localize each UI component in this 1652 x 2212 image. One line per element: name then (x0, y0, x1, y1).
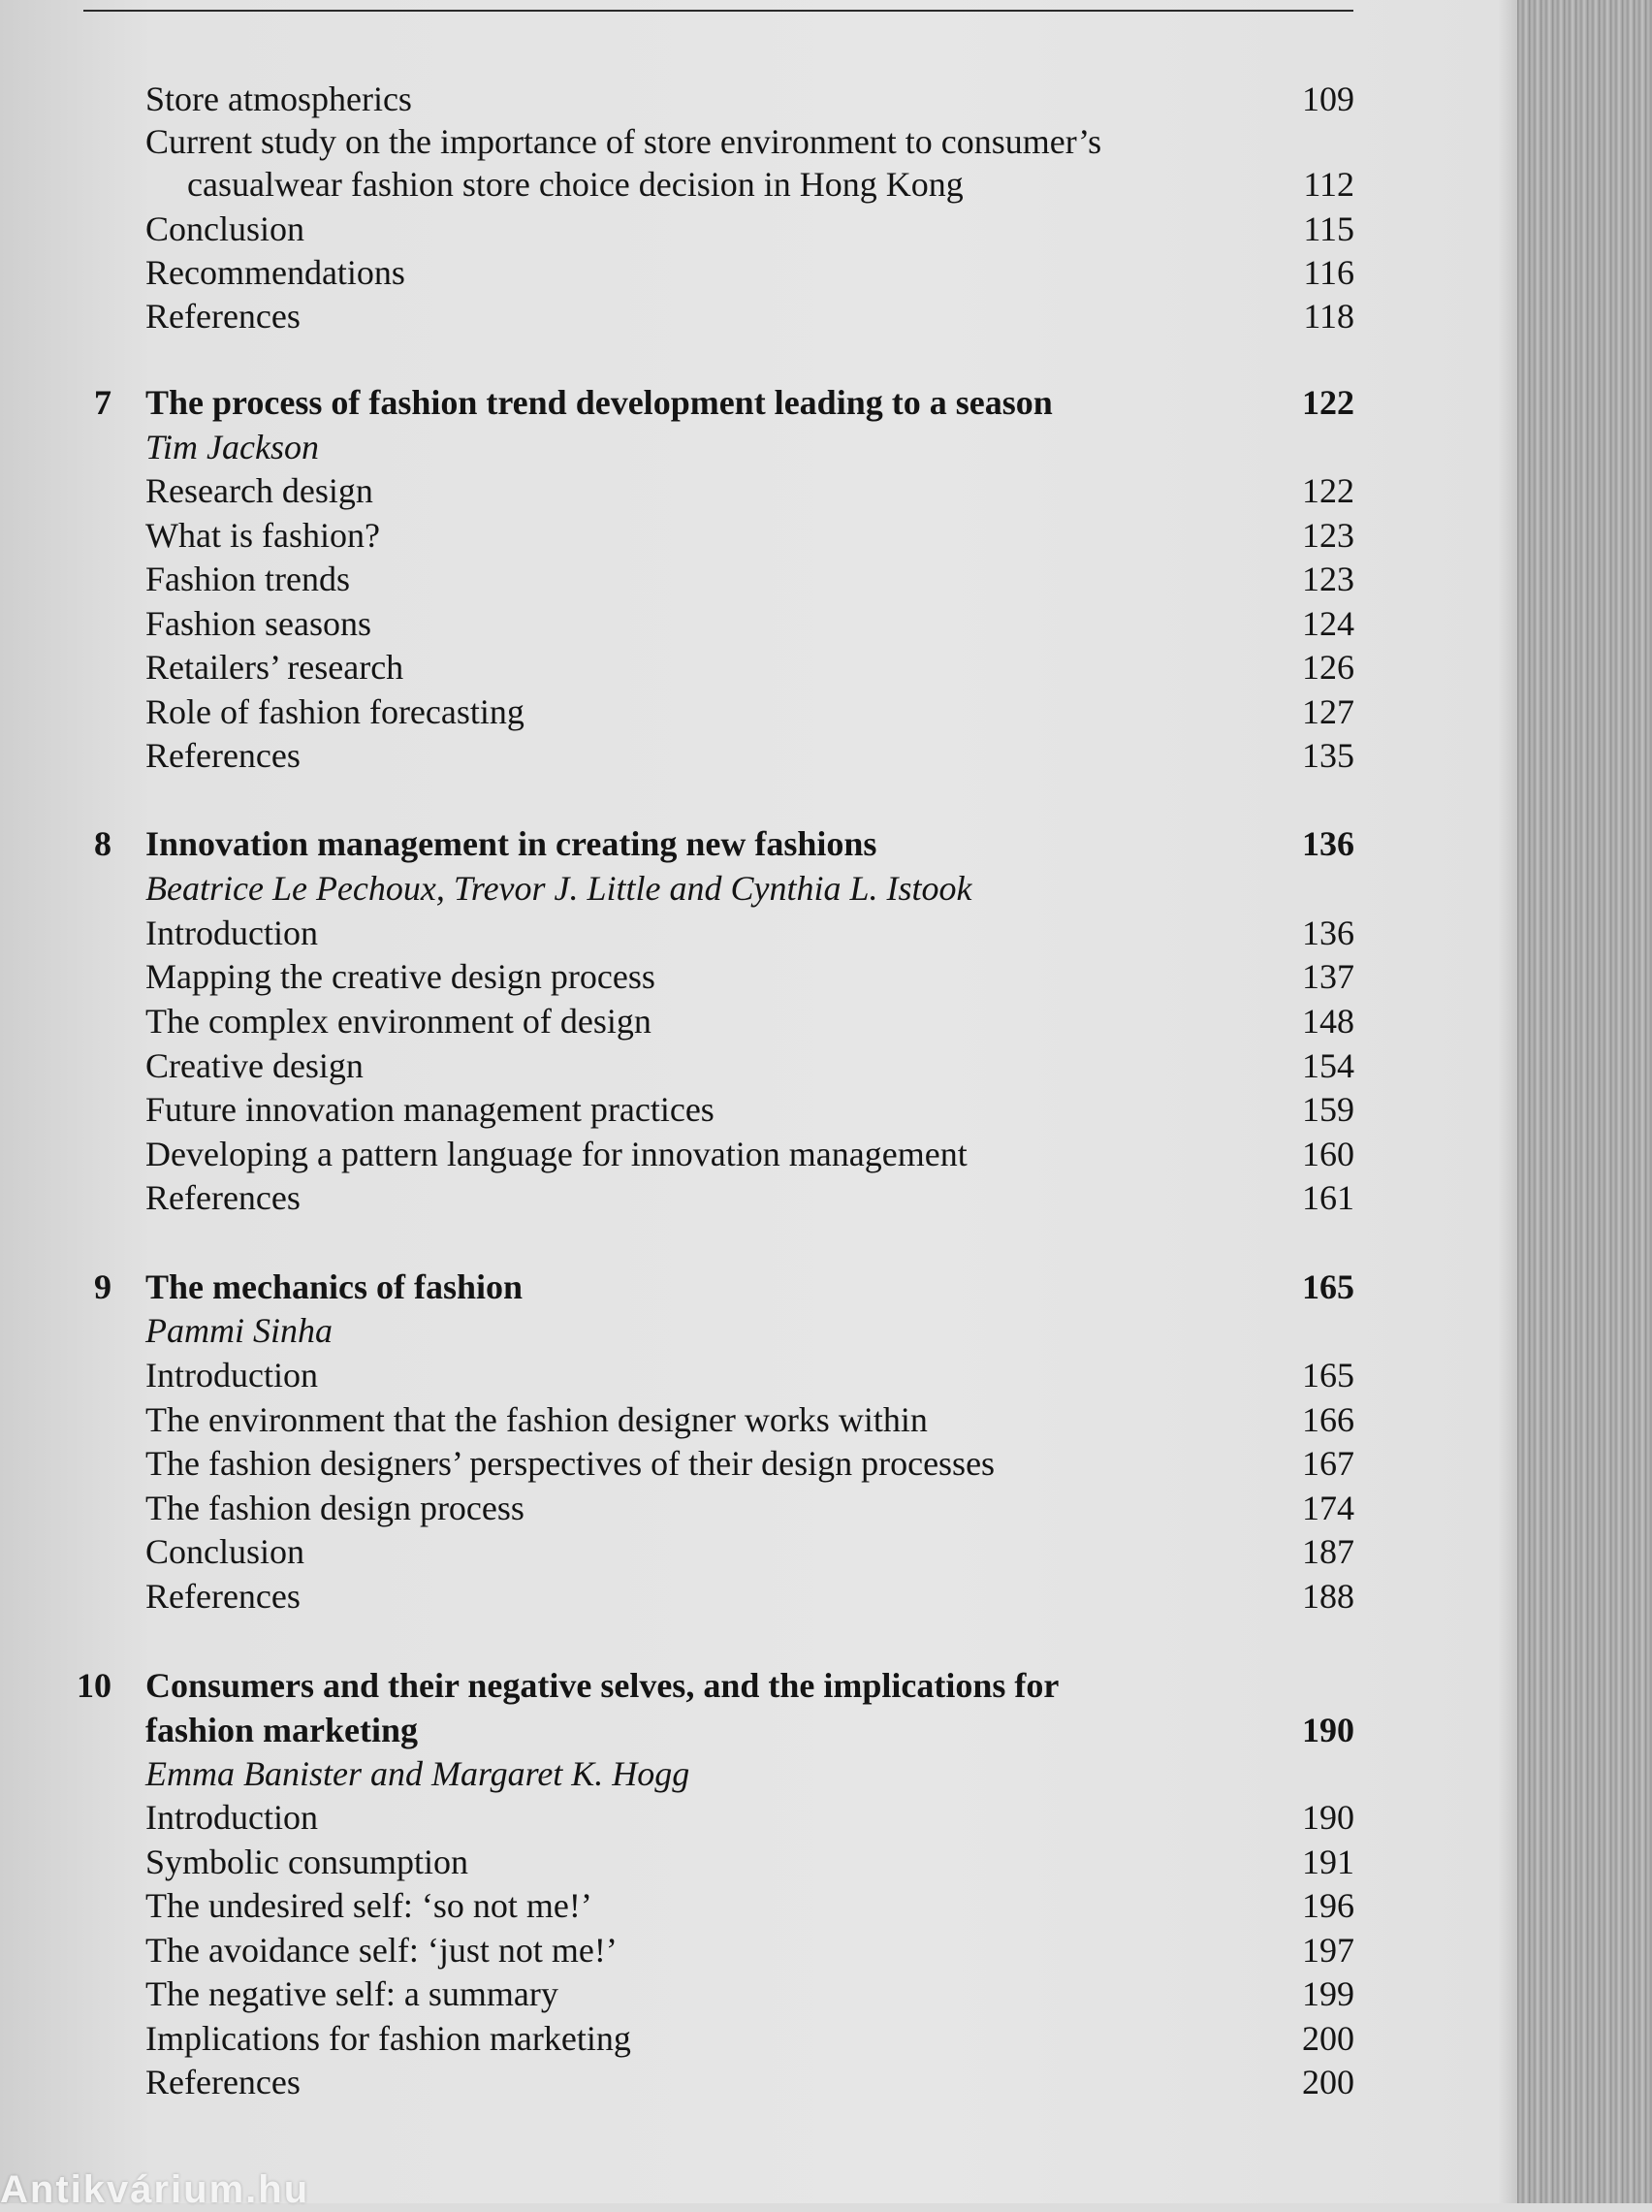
chapter-heading (0, 1266, 1517, 1308)
toc-entry (0, 1972, 1517, 2015)
toc-entry (0, 208, 1517, 250)
entry-title: Developing a pattern language for innovation management (145, 1135, 968, 1173)
toc-entry (0, 514, 1517, 557)
entry-page: 135 (1302, 736, 1354, 775)
entry-page: 187 (1302, 1532, 1354, 1571)
entry-page: 159 (1302, 1090, 1354, 1129)
toc-entry (0, 78, 1517, 120)
chapter-author (0, 867, 1517, 910)
entry-page: 154 (1302, 1046, 1354, 1085)
entry-title: The avoidance self: ‘just not me!’ (145, 1931, 618, 1970)
toc-entry (0, 1442, 1517, 1485)
chapter-number: 9 (94, 1267, 111, 1306)
entry-title: Store atmospherics (145, 80, 412, 118)
entry-page: 196 (1302, 1886, 1354, 1925)
entry-title: References (145, 2063, 301, 2101)
entry-title: References (145, 297, 301, 336)
entry-page: 148 (1302, 1002, 1354, 1041)
entry-title: References (145, 1178, 301, 1217)
entry-page: 109 (1302, 80, 1354, 118)
entry-title: Introduction (145, 1798, 318, 1837)
toc-entry (0, 469, 1517, 512)
chapter-title: Innovation management in creating new fashions (145, 824, 877, 863)
entry-page: 116 (1303, 253, 1354, 292)
entry-page: 167 (1302, 1444, 1354, 1483)
entry-page: 136 (1302, 914, 1354, 952)
toc-entry (0, 1176, 1517, 1219)
entry-title: References (145, 1577, 301, 1616)
entry-title: Mapping the creative design process (145, 957, 655, 996)
entry-page: 190 (1302, 1798, 1354, 1837)
chapter-page: 136 (1302, 824, 1354, 863)
entry-title: Retailers’ research (145, 648, 404, 687)
toc-entry (0, 955, 1517, 998)
entry-page: 123 (1302, 560, 1354, 598)
entry-title: Role of fashion forecasting (145, 692, 524, 731)
toc-entry (0, 251, 1517, 294)
entry-title: Recommendations (145, 253, 405, 292)
toc-entry (0, 1000, 1517, 1042)
entry-page: 118 (1303, 297, 1354, 336)
entry-title: The undesired self: ‘so not me!’ (145, 1886, 592, 1925)
book-page-edges (1517, 0, 1652, 2203)
entry-title: Conclusion (145, 209, 305, 248)
entry-page: 122 (1302, 471, 1354, 510)
chapter-heading (0, 381, 1517, 424)
entry-page: 200 (1302, 2019, 1354, 2058)
entry-title: The environment that the fashion designer works within (145, 1400, 928, 1439)
toc-entry (0, 558, 1517, 600)
entry-page: 200 (1302, 2063, 1354, 2101)
toc-entry (0, 2017, 1517, 2060)
entry-page: 112 (1303, 165, 1354, 204)
entry-title: casualwear fashion store choice decision in Hong Kong (187, 165, 964, 204)
entry-page: 165 (1302, 1356, 1354, 1395)
entry-title: Fashion seasons (145, 604, 371, 643)
chapter-title: The process of fashion trend development leading to a season (145, 383, 1053, 422)
entry-page: 127 (1302, 692, 1354, 731)
chapter-title: Consumers and their negative selves, and the implications for (145, 1666, 1060, 1705)
entry-title: The fashion designers’ perspectives of their design processes (145, 1444, 996, 1483)
chapter-number: 10 (77, 1666, 111, 1705)
chapter-heading (0, 822, 1517, 865)
author-names: Emma Banister and Margaret K. Hogg (145, 1754, 690, 1793)
chapter-author (0, 1309, 1517, 1352)
entry-title: What is fashion? (145, 516, 380, 555)
author-names: Pammi Sinha (145, 1311, 333, 1350)
watermark: Antikvárium.hu (0, 2168, 310, 2211)
entry-title: Implications for fashion marketing (145, 2019, 631, 2058)
entry-title: Research design (145, 471, 373, 510)
toc-entry (0, 2061, 1517, 2103)
toc-entry (0, 1530, 1517, 1573)
toc-entry (0, 295, 1517, 337)
chapter-number: 8 (94, 824, 111, 863)
chapter-heading-continued (0, 1709, 1517, 1751)
entry-page: 126 (1302, 648, 1354, 687)
toc-entry (0, 690, 1517, 733)
chapter-title-continued: fashion marketing (145, 1711, 419, 1749)
entry-page: 124 (1302, 604, 1354, 643)
entry-page: 161 (1302, 1178, 1354, 1217)
entry-title: References (145, 736, 301, 775)
toc-entry (0, 1398, 1517, 1441)
toc-entry (0, 1354, 1517, 1396)
entry-title: Symbolic consumption (145, 1843, 468, 1881)
author-names: Beatrice Le Pechoux, Trevor J. Little and Cynthia L. Istook (145, 869, 972, 908)
toc-entry (0, 1841, 1517, 1883)
toc-entry (0, 1796, 1517, 1839)
chapter-heading (0, 1664, 1517, 1707)
entry-page: 197 (1302, 1931, 1354, 1970)
toc-entry (0, 912, 1517, 954)
entry-page: 160 (1302, 1135, 1354, 1173)
toc-entry (0, 646, 1517, 689)
toc-entry (0, 1088, 1517, 1131)
toc-entry (0, 1044, 1517, 1087)
chapter-page: 122 (1302, 383, 1354, 422)
toc-entry (0, 120, 1517, 163)
toc-entry (0, 1487, 1517, 1529)
chapter-number: 7 (94, 383, 111, 422)
entry-title: Future innovation management practices (145, 1090, 715, 1129)
entry-title: Conclusion (145, 1532, 305, 1571)
entry-title: Current study on the importance of store environment to consumer’s (145, 122, 1102, 161)
entry-page: 166 (1302, 1400, 1354, 1439)
entry-title: The complex environment of design (145, 1002, 651, 1041)
entry-title: Introduction (145, 914, 318, 952)
chapter-author (0, 426, 1517, 468)
entry-title: Introduction (145, 1356, 318, 1395)
toc-entry (0, 1929, 1517, 1972)
entry-page: 199 (1302, 1974, 1354, 2013)
toc-entry-continued (0, 163, 1517, 206)
entry-title: The negative self: a summary (145, 1974, 558, 2013)
entry-page: 115 (1303, 209, 1354, 248)
toc-entry (0, 1575, 1517, 1618)
entry-title: Creative design (145, 1046, 364, 1085)
toc-entry (0, 602, 1517, 645)
toc-entry (0, 734, 1517, 777)
entry-page: 188 (1302, 1577, 1354, 1616)
chapter-author (0, 1752, 1517, 1795)
entry-page: 123 (1302, 516, 1354, 555)
toc-entry (0, 1884, 1517, 1927)
entry-title: Fashion trends (145, 560, 350, 598)
entry-page: 174 (1302, 1489, 1354, 1527)
chapter-page: 165 (1302, 1267, 1354, 1306)
toc-entry (0, 1133, 1517, 1175)
entry-title: The fashion design process (145, 1489, 524, 1527)
author-names: Tim Jackson (145, 428, 319, 466)
chapter-title: The mechanics of fashion (145, 1267, 524, 1306)
chapter-page: 190 (1302, 1711, 1354, 1749)
entry-page: 137 (1302, 957, 1354, 996)
entry-page: 191 (1302, 1843, 1354, 1881)
